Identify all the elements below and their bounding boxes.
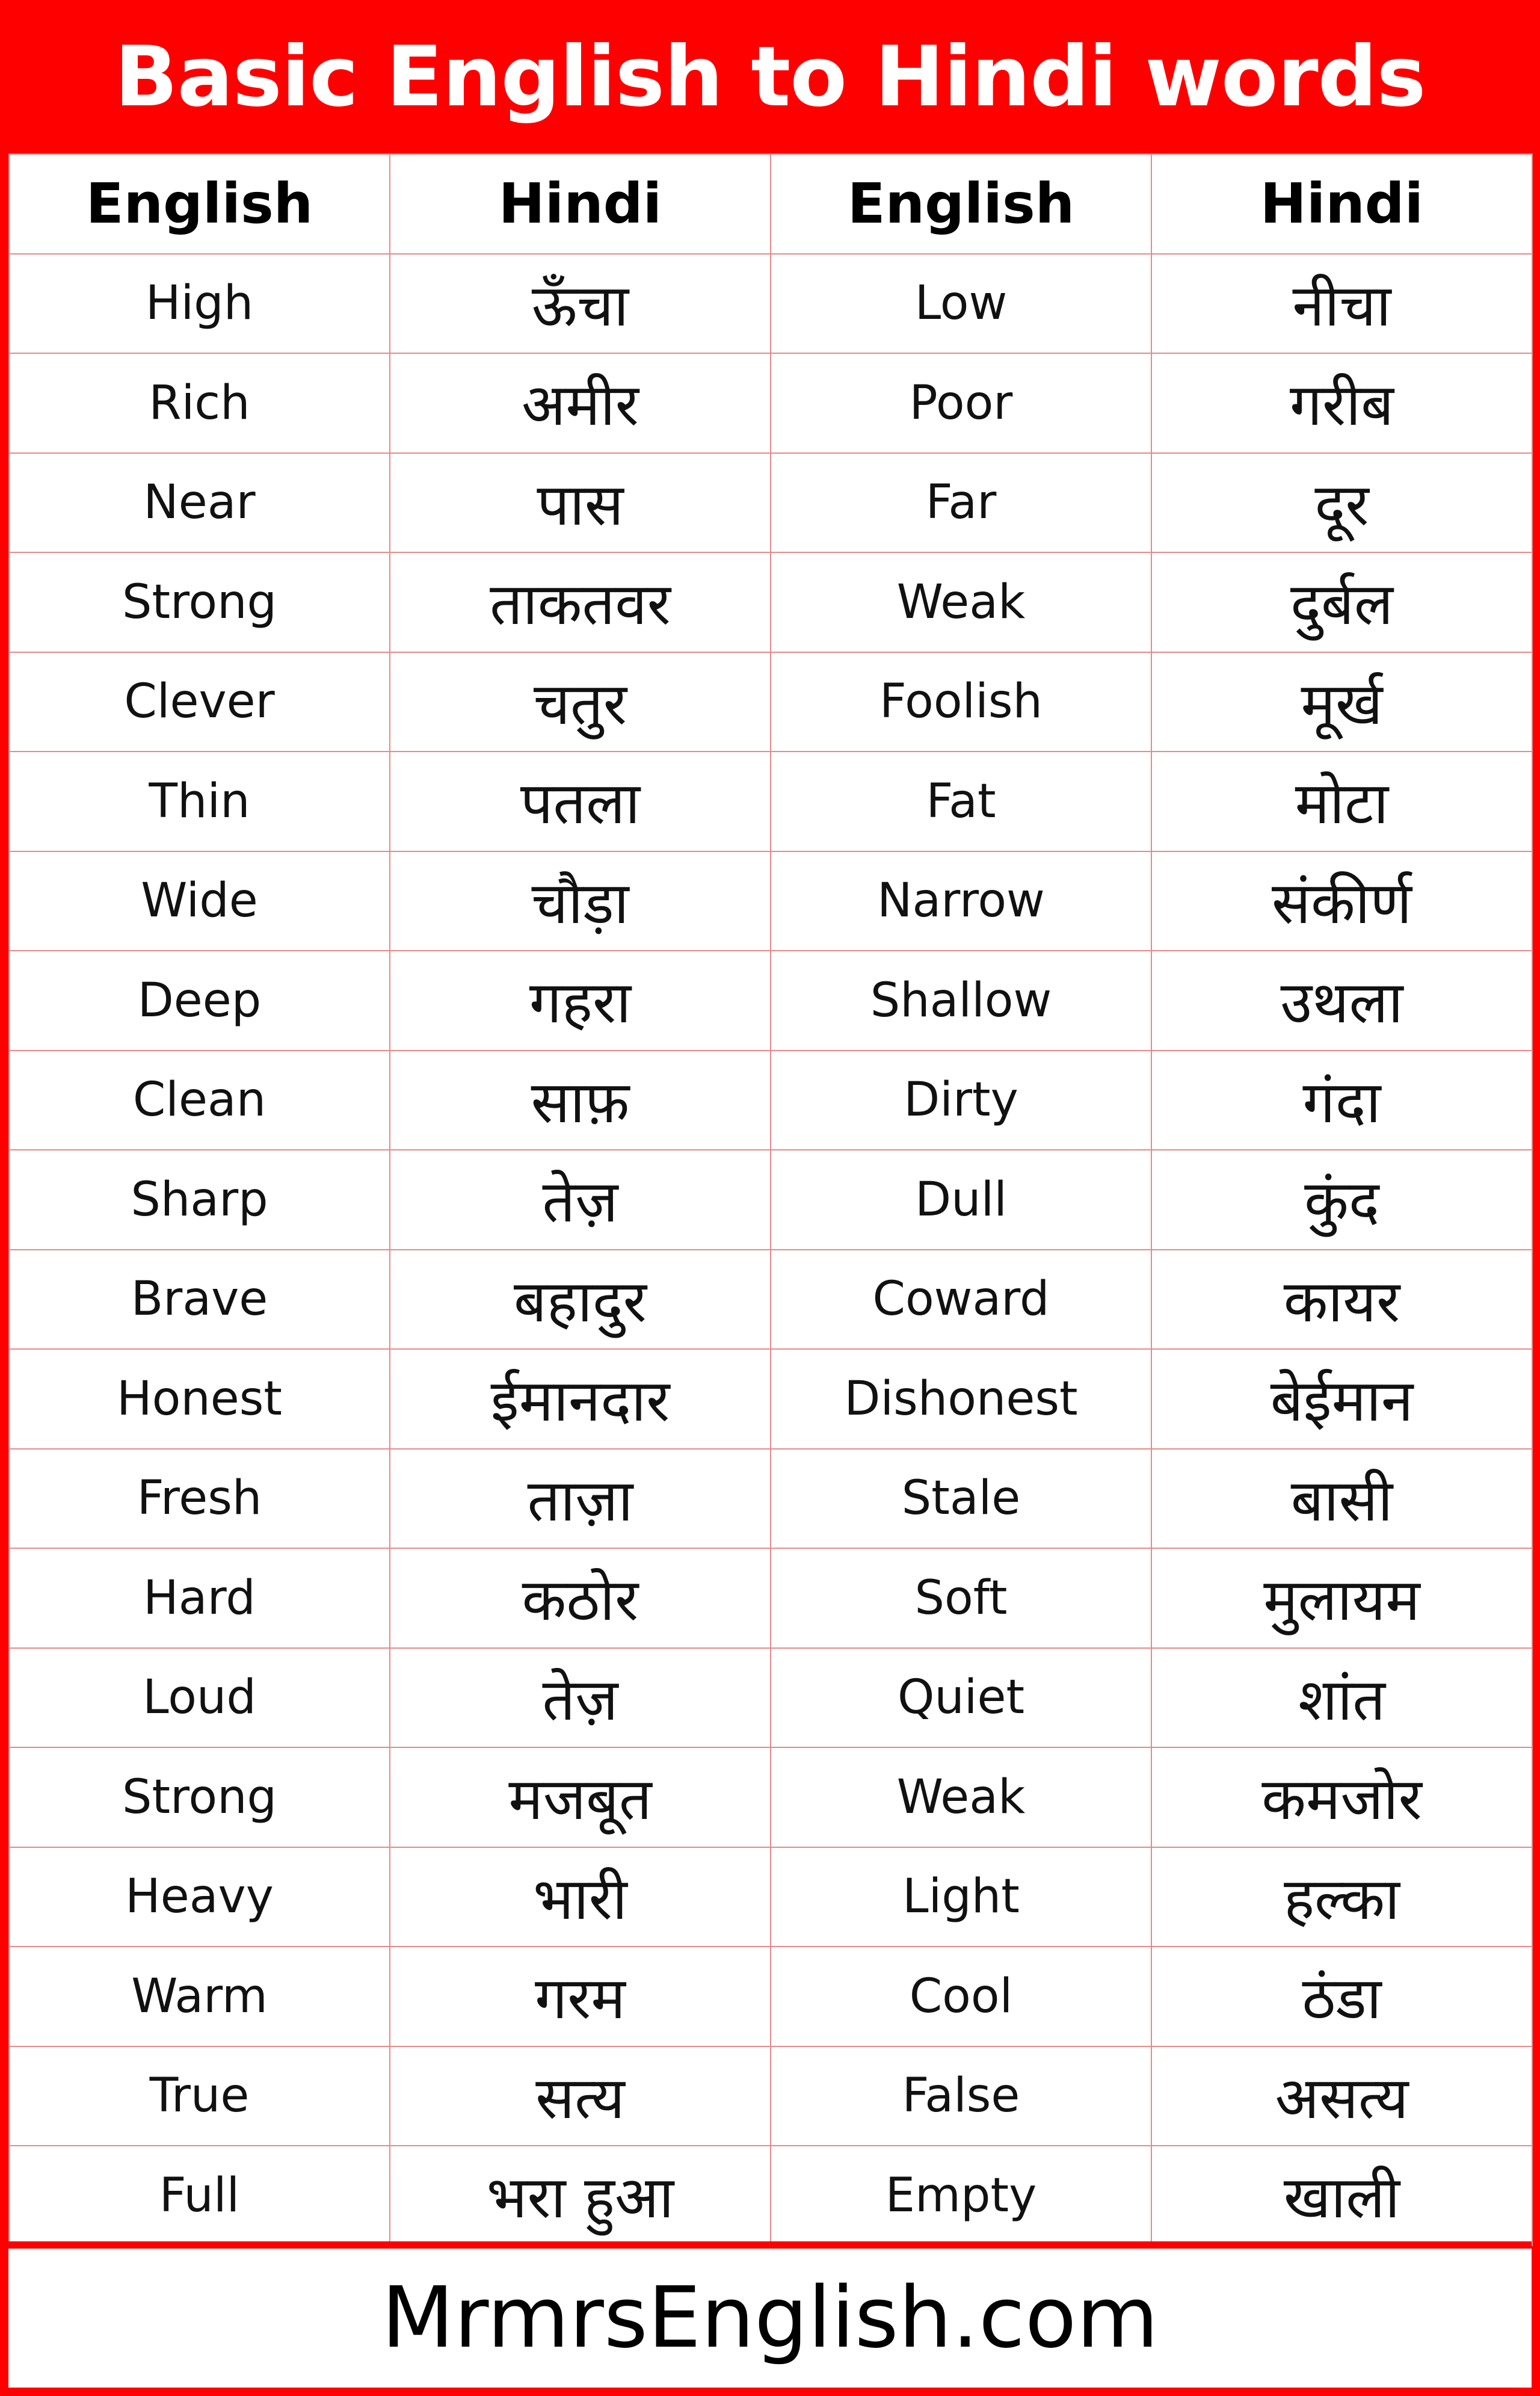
english-opposite-cell: Light	[771, 1847, 1151, 1947]
hindi-word-cell: ताज़ा	[390, 1449, 771, 1549]
hindi-word-cell: मजबूत	[390, 1747, 771, 1847]
english-word-cell: Clean	[9, 1051, 390, 1150]
hindi-opposite-cell: कुंद	[1151, 1150, 1532, 1250]
hindi-opposite-cell: मुलायम	[1151, 1548, 1532, 1648]
english-word-cell: Loud	[9, 1648, 390, 1748]
hindi-word-cell: पतला	[390, 752, 771, 851]
english-word-cell: True	[9, 2046, 390, 2146]
word-sheet	[8, 153, 1532, 2388]
english-word-cell: Clever	[9, 652, 390, 752]
column-header-hindi-2: Hindi	[1151, 154, 1532, 254]
hindi-opposite-cell: शांत	[1151, 1648, 1532, 1748]
hindi-word-cell: कठोर	[390, 1548, 771, 1648]
table-row	[9, 1548, 1532, 1648]
table-row	[9, 552, 1532, 652]
english-opposite-cell: Empty	[771, 2146, 1151, 2246]
table-row	[9, 2146, 1532, 2246]
table-row	[9, 353, 1532, 453]
hindi-word-cell: ऊँचा	[390, 254, 771, 354]
hindi-word-cell: ताकतवर	[390, 552, 771, 652]
english-word-cell: Full	[9, 2146, 390, 2246]
table-row	[9, 1947, 1532, 2046]
footer	[8, 2249, 1532, 2388]
english-opposite-cell: Poor	[771, 353, 1151, 453]
table-row	[9, 1449, 1532, 1549]
table-row	[9, 453, 1532, 553]
english-word-cell: High	[9, 254, 390, 354]
table-row	[9, 254, 1532, 354]
hindi-opposite-cell: कायर	[1151, 1250, 1532, 1350]
english-opposite-cell: Soft	[771, 1548, 1151, 1648]
word-rows	[9, 254, 1532, 2246]
hindi-word-cell: पास	[390, 453, 771, 553]
table-row	[9, 752, 1532, 851]
hindi-opposite-cell: संकीर्ण	[1151, 851, 1532, 951]
english-opposite-cell: Far	[771, 453, 1151, 553]
english-word-cell: Warm	[9, 1947, 390, 2046]
hindi-word-cell: साफ़	[390, 1051, 771, 1150]
english-opposite-cell: Dull	[771, 1150, 1151, 1250]
column-header-hindi-1: Hindi	[390, 154, 771, 254]
hindi-opposite-cell: ठंडा	[1151, 1947, 1532, 2046]
hindi-opposite-cell: बासी	[1151, 1449, 1532, 1549]
hindi-word-cell: ईमानदार	[390, 1349, 771, 1449]
table-row	[9, 851, 1532, 951]
hindi-opposite-cell: उथला	[1151, 951, 1532, 1051]
table-row	[9, 1747, 1532, 1847]
english-opposite-cell: Coward	[771, 1250, 1151, 1350]
table-row	[9, 1648, 1532, 1748]
table-row	[9, 1051, 1532, 1150]
hindi-word-cell: सत्य	[390, 2046, 771, 2146]
english-opposite-cell: False	[771, 2046, 1151, 2146]
hindi-opposite-cell: मोटा	[1151, 752, 1532, 851]
hindi-opposite-cell: दूर	[1151, 453, 1532, 553]
english-opposite-cell: Weak	[771, 1747, 1151, 1847]
english-word-cell: Wide	[9, 851, 390, 951]
page-title: Basic English to Hindi words	[114, 28, 1426, 125]
hindi-word-cell: अमीर	[390, 353, 771, 453]
english-opposite-cell: Dishonest	[771, 1349, 1151, 1449]
header-row	[9, 154, 1532, 254]
word-table	[8, 153, 1533, 2246]
english-opposite-cell: Low	[771, 254, 1151, 354]
english-opposite-cell: Quiet	[771, 1648, 1151, 1748]
hindi-opposite-cell: कमजोर	[1151, 1747, 1532, 1847]
table-row	[9, 2046, 1532, 2146]
hindi-opposite-cell: गंदा	[1151, 1051, 1532, 1150]
english-opposite-cell: Fat	[771, 752, 1151, 851]
table-row	[9, 1250, 1532, 1350]
english-opposite-cell: Stale	[771, 1449, 1151, 1549]
english-word-cell: Strong	[9, 552, 390, 652]
hindi-opposite-cell: बेईमान	[1151, 1349, 1532, 1449]
footer-divider	[8, 2241, 1532, 2249]
hindi-word-cell: चौड़ा	[390, 851, 771, 951]
english-opposite-cell: Foolish	[771, 652, 1151, 752]
website-label: MrmrsEnglish.com	[381, 2269, 1159, 2367]
english-word-cell: Near	[9, 453, 390, 553]
english-word-cell: Rich	[9, 353, 390, 453]
hindi-word-cell: बहादुर	[390, 1250, 771, 1350]
table-row	[9, 951, 1532, 1051]
hindi-word-cell: गहरा	[390, 951, 771, 1051]
hindi-opposite-cell: गरीब	[1151, 353, 1532, 453]
hindi-opposite-cell: हल्का	[1151, 1847, 1532, 1947]
hindi-word-cell: भरा हुआ	[390, 2146, 771, 2246]
english-opposite-cell: Shallow	[771, 951, 1151, 1051]
hindi-word-cell: भारी	[390, 1847, 771, 1947]
hindi-opposite-cell: मूर्ख	[1151, 652, 1532, 752]
english-opposite-cell: Weak	[771, 552, 1151, 652]
hindi-opposite-cell: खाली	[1151, 2146, 1532, 2246]
hindi-word-cell: चतुर	[390, 652, 771, 752]
hindi-opposite-cell: नीचा	[1151, 254, 1532, 354]
english-word-cell: Heavy	[9, 1847, 390, 1947]
hindi-word-cell: गरम	[390, 1947, 771, 2046]
hindi-opposite-cell: असत्य	[1151, 2046, 1532, 2146]
english-word-cell: Thin	[9, 752, 390, 851]
english-word-cell: Strong	[9, 1747, 390, 1847]
english-word-cell: Fresh	[9, 1449, 390, 1549]
table-row	[9, 652, 1532, 752]
hindi-word-cell: तेज़	[390, 1648, 771, 1748]
english-word-cell: Deep	[9, 951, 390, 1051]
title-banner	[0, 0, 1540, 153]
hindi-opposite-cell: दुर्बल	[1151, 552, 1532, 652]
english-opposite-cell: Dirty	[771, 1051, 1151, 1150]
english-opposite-cell: Cool	[771, 1947, 1151, 2046]
english-word-cell: Sharp	[9, 1150, 390, 1250]
english-word-cell: Hard	[9, 1548, 390, 1648]
column-header-english-1: English	[9, 154, 390, 254]
english-word-cell: Brave	[9, 1250, 390, 1350]
table-row	[9, 1847, 1532, 1947]
column-header-english-2: English	[771, 154, 1151, 254]
english-word-cell: Honest	[9, 1349, 390, 1449]
table-row	[9, 1349, 1532, 1449]
english-opposite-cell: Narrow	[771, 851, 1151, 951]
hindi-word-cell: तेज़	[390, 1150, 771, 1250]
table-row	[9, 1150, 1532, 1250]
